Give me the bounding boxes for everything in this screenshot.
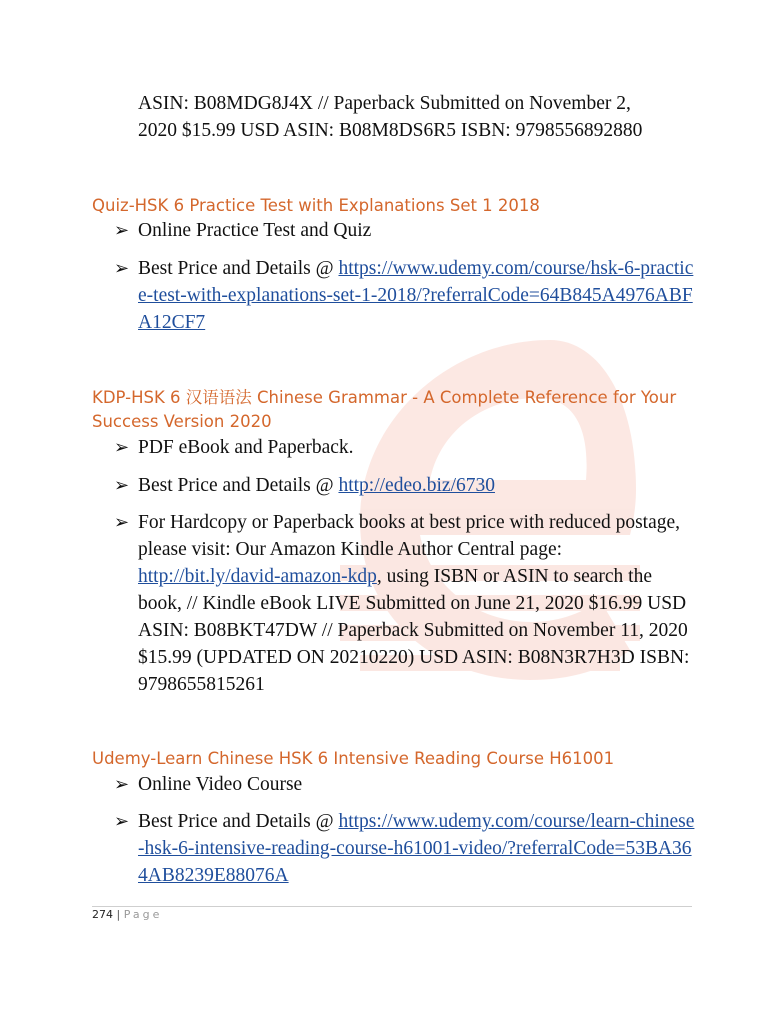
continuation-line-2: 2020 $15.99 USD ASIN: B08M8DS6R5 ISBN: 9798556892880 [138,120,643,141]
arrowhead-bullet-icon: ➢ [114,811,130,832]
bullet-text: PDF eBook and Paperback. [138,437,354,458]
udemy-intensive-reading-link[interactable]: https://www.udemy.com/course/learn-chinese-hsk-6-intensive-reading-course-h61001-video/?referralCode=53BA364AB8239E88076A [138,811,695,886]
edeo-6730-link[interactable]: http://edeo.biz/6730 [338,475,495,496]
heading-line-1: KDP-HSK 6 汉语语法 Chinese Grammar - A Complete Reference for Your [92,388,677,407]
page-label: Page [123,908,163,921]
bullet-text-continued: , using ISBN or ASIN to search the book, // Kindle eBook LIVE Submitted on June 21, 2020 $16.99 USD ASIN: B08BKT47DW // Paperback Submitted on November 11, 2020 $15.99 (UPDATED ON 20210220) USD ASIN: B08N3R7H3D ISBN: 9798655815261 [138,566,690,695]
list-item [114,771,698,798]
continuation-paragraph [138,90,698,144]
bullet-text: For Hardcopy or Paperback books at best price with reduced postage, please visit: Our Amazon Kindle Author Central page: [138,512,681,560]
bullet-text: Online Video Course [138,774,303,795]
section-heading-udemy-intensive-reading: Udemy-Learn Chinese HSK 6 Intensive Reading Course H61001 [92,749,615,768]
arrowhead-bullet-icon: ➢ [114,258,130,279]
list-item [114,808,698,889]
amazon-kdp-author-link[interactable]: http://bit.ly/david-amazon-kdp [138,566,377,587]
udemy-hsk6-practice-test-link[interactable]: https://www.udemy.com/course/hsk-6-practice-test-with-explanations-set-1-2018/?referralCode=64B845A4976ABFA12CF7 [138,258,694,333]
arrowhead-bullet-icon: ➢ [114,220,130,241]
arrowhead-bullet-icon: ➢ [114,512,130,533]
bullet-text: Best Price and Details @ [138,475,339,496]
bullet-text: Online Practice Test and Quiz [138,220,372,241]
footer-divider [92,906,692,907]
page-footer [92,908,162,921]
continuation-line-1: ASIN: B08MDG8J4X // Paperback Submitted on November 2, [138,93,631,114]
list-item [114,509,698,698]
list-item [114,217,698,244]
list-item [114,434,698,461]
arrowhead-bullet-icon: ➢ [114,437,130,458]
bullet-text: Best Price and Details @ [138,258,339,279]
list-item [114,255,698,336]
footer-separator: | [116,908,121,921]
arrowhead-bullet-icon: ➢ [114,475,130,496]
arrowhead-bullet-icon: ➢ [114,774,130,795]
list-item [114,472,698,499]
section-heading-kdp-hsk6-grammar [92,386,702,434]
section-heading-quiz-hsk6: Quiz-HSK 6 Practice Test with Explanations Set 1 2018 [92,196,540,215]
heading-line-2: Success Version 2020 [92,412,272,431]
page-number: 274 [92,908,113,921]
bullet-text: Best Price and Details @ [138,811,339,832]
